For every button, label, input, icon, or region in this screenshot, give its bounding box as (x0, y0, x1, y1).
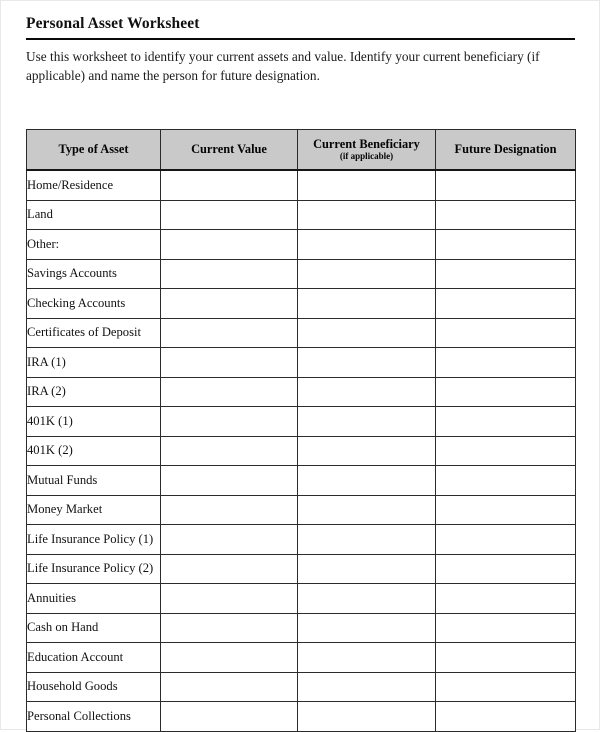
current-value-cell[interactable] (161, 436, 298, 466)
title-divider (26, 38, 575, 40)
future-designation-cell[interactable] (436, 289, 576, 319)
current-beneficiary-cell[interactable] (298, 643, 436, 673)
table-row (27, 170, 576, 200)
asset-type-cell: Life Insurance Policy (2) (27, 554, 161, 584)
asset-type-cell: 401K (2) (27, 436, 161, 466)
future-designation-cell[interactable] (436, 407, 576, 437)
future-designation-cell[interactable] (436, 643, 576, 673)
table-row (27, 289, 576, 319)
column-header-future-designation (436, 130, 576, 171)
current-beneficiary-cell[interactable] (298, 495, 436, 525)
current-value-cell[interactable] (161, 672, 298, 702)
current-beneficiary-cell[interactable] (298, 289, 436, 319)
current-value-cell[interactable] (161, 348, 298, 378)
table-row (27, 554, 576, 584)
table-row (27, 407, 576, 437)
table-header (27, 130, 576, 171)
current-beneficiary-cell[interactable] (298, 554, 436, 584)
current-beneficiary-cell[interactable] (298, 466, 436, 496)
table-row (27, 495, 576, 525)
column-header-type-of-asset (27, 130, 161, 171)
table-row (27, 643, 576, 673)
current-value-cell[interactable] (161, 554, 298, 584)
asset-type-cell: IRA (2) (27, 377, 161, 407)
current-value-cell[interactable] (161, 702, 298, 732)
asset-type-cell: 401K (1) (27, 407, 161, 437)
future-designation-cell[interactable] (436, 466, 576, 496)
asset-type-cell: Home/Residence (27, 170, 161, 200)
current-value-cell[interactable] (161, 584, 298, 614)
asset-type-cell: Personal Collections (27, 702, 161, 732)
current-beneficiary-cell[interactable] (298, 525, 436, 555)
asset-type-cell: Life Insurance Policy (1) (27, 525, 161, 555)
header-label: Current Value (191, 141, 267, 156)
current-value-cell[interactable] (161, 318, 298, 348)
current-value-cell[interactable] (161, 170, 298, 200)
table-row (27, 466, 576, 496)
column-header-current-value (161, 130, 298, 171)
table-row (27, 613, 576, 643)
current-value-cell[interactable] (161, 407, 298, 437)
table-row (27, 584, 576, 614)
header-label: Current Beneficiary (313, 136, 420, 151)
current-beneficiary-cell[interactable] (298, 348, 436, 378)
asset-type-cell: Checking Accounts (27, 289, 161, 319)
future-designation-cell[interactable] (436, 436, 576, 466)
current-beneficiary-cell[interactable] (298, 672, 436, 702)
current-beneficiary-cell[interactable] (298, 584, 436, 614)
current-beneficiary-cell[interactable] (298, 702, 436, 732)
current-beneficiary-cell[interactable] (298, 230, 436, 260)
current-beneficiary-cell[interactable] (298, 613, 436, 643)
table-row (27, 377, 576, 407)
header-label: Future Designation (454, 141, 557, 156)
current-value-cell[interactable] (161, 289, 298, 319)
column-header-current-beneficiary (298, 130, 436, 171)
current-beneficiary-cell[interactable] (298, 200, 436, 230)
table-row (27, 672, 576, 702)
current-beneficiary-cell[interactable] (298, 377, 436, 407)
page-title: Personal Asset Worksheet (26, 15, 200, 32)
future-designation-cell[interactable] (436, 672, 576, 702)
current-beneficiary-cell[interactable] (298, 259, 436, 289)
current-value-cell[interactable] (161, 613, 298, 643)
table-row (27, 348, 576, 378)
table-row (27, 702, 576, 732)
future-designation-cell[interactable] (436, 554, 576, 584)
future-designation-cell[interactable] (436, 318, 576, 348)
current-value-cell[interactable] (161, 466, 298, 496)
current-value-cell[interactable] (161, 200, 298, 230)
asset-type-cell: Certificates of Deposit (27, 318, 161, 348)
current-value-cell[interactable] (161, 495, 298, 525)
table-row (27, 525, 576, 555)
future-designation-cell[interactable] (436, 348, 576, 378)
table-body (27, 170, 576, 731)
current-beneficiary-cell[interactable] (298, 170, 436, 200)
future-designation-cell[interactable] (436, 525, 576, 555)
future-designation-cell[interactable] (436, 495, 576, 525)
current-beneficiary-cell[interactable] (298, 318, 436, 348)
current-beneficiary-cell[interactable] (298, 436, 436, 466)
asset-type-cell: Household Goods (27, 672, 161, 702)
asset-table-container (26, 129, 575, 732)
table-row (27, 259, 576, 289)
future-designation-cell[interactable] (436, 259, 576, 289)
table-row (27, 318, 576, 348)
asset-type-cell: IRA (1) (27, 348, 161, 378)
asset-type-cell: Education Account (27, 643, 161, 673)
future-designation-cell[interactable] (436, 170, 576, 200)
future-designation-cell[interactable] (436, 200, 576, 230)
future-designation-cell[interactable] (436, 584, 576, 614)
future-designation-cell[interactable] (436, 702, 576, 732)
current-value-cell[interactable] (161, 259, 298, 289)
current-value-cell[interactable] (161, 643, 298, 673)
asset-type-cell: Land (27, 200, 161, 230)
table-row (27, 436, 576, 466)
asset-type-cell: Money Market (27, 495, 161, 525)
current-beneficiary-cell[interactable] (298, 407, 436, 437)
current-value-cell[interactable] (161, 377, 298, 407)
current-value-cell[interactable] (161, 525, 298, 555)
personal-asset-table (26, 129, 576, 732)
instructions-text: Use this worksheet to identify your current assets and value. Identify your current beneficiary (if applicable) and name the person for future designation. (26, 48, 540, 84)
table-row (27, 200, 576, 230)
table-row (27, 230, 576, 260)
future-designation-cell[interactable] (436, 230, 576, 260)
future-designation-cell[interactable] (436, 613, 576, 643)
asset-type-cell: Savings Accounts (27, 259, 161, 289)
asset-type-cell: Other: (27, 230, 161, 260)
current-value-cell[interactable] (161, 230, 298, 260)
future-designation-cell[interactable] (436, 377, 576, 407)
document-header (26, 15, 576, 86)
header-row (27, 130, 576, 171)
asset-type-cell: Mutual Funds (27, 466, 161, 496)
asset-type-cell: Cash on Hand (27, 613, 161, 643)
asset-type-cell: Annuities (27, 584, 161, 614)
header-label: Type of Asset (58, 141, 129, 156)
header-sublabel: (if applicable) (339, 150, 394, 161)
